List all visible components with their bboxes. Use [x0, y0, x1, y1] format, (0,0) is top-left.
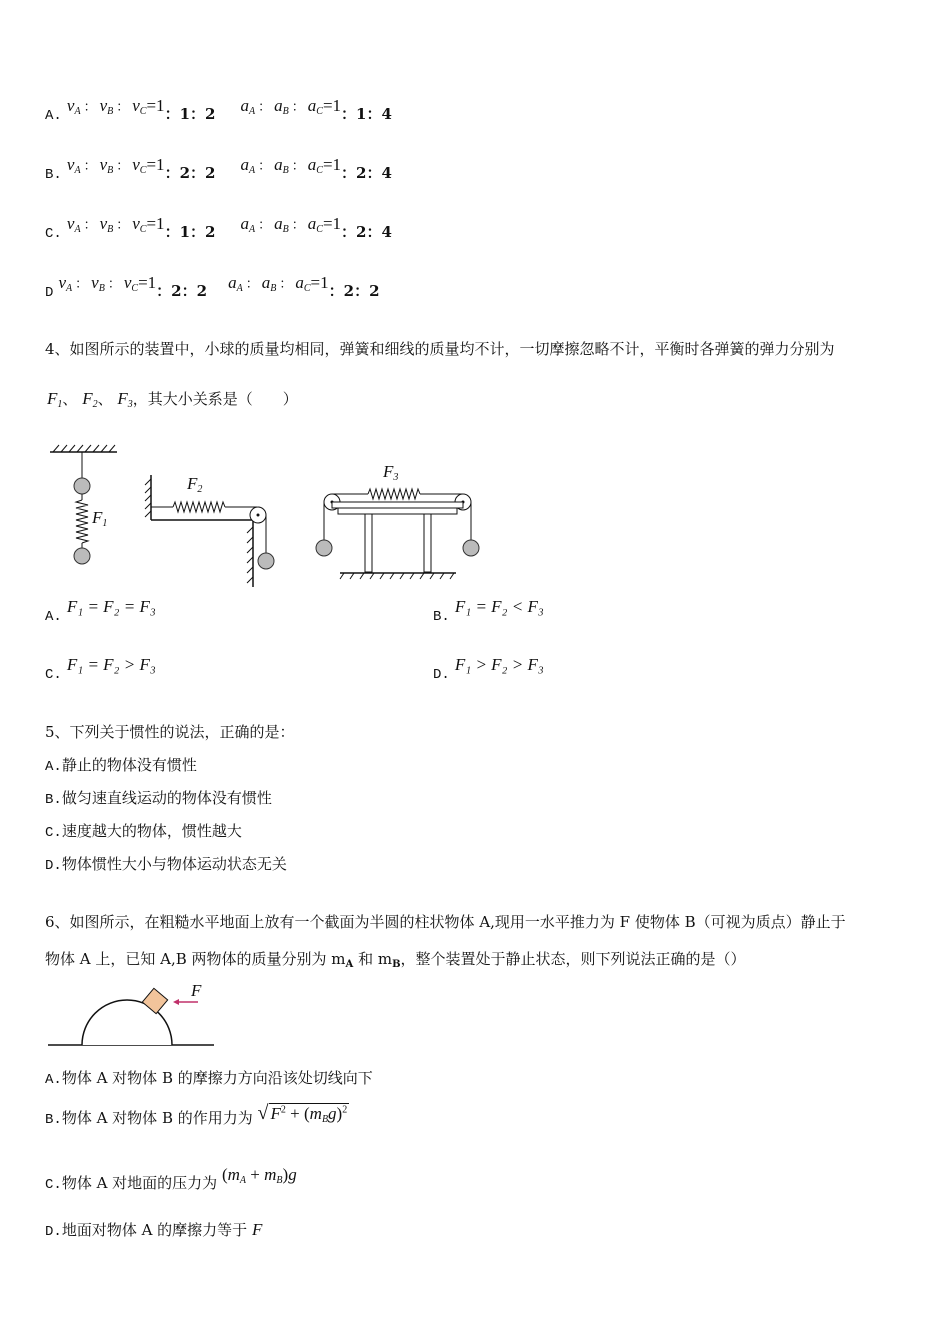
option-label: A.: [45, 108, 62, 124]
option-expr: F₁ > F₂ > F₃: [454, 655, 544, 674]
q4-stem: 4、如图所示的装置中，小球的质量均相同，弹簧和细线的质量均不计，一切摩擦忽略不计，平衡时各弹簧的弹力分别为: [45, 340, 835, 358]
velocity-ratio-tail: ：1：2: [164, 105, 216, 123]
option-expr: F₁ = F₂ < F₃: [454, 597, 544, 616]
option-label: B.: [45, 167, 62, 183]
fig-label-f2: $F_2$: [187, 474, 203, 495]
ball-hanging: [258, 553, 274, 569]
spring-f2: [173, 502, 225, 512]
velocity-ratio-tail: ：1：2: [164, 223, 216, 241]
q6-option-c: C.物体 A 对地面的压力为 $(m_A + m_B)g$: [45, 1165, 297, 1193]
q5-option-d: D.物体惯性大小与物体运动状态无关: [45, 855, 287, 874]
q3-option-d: [45, 273, 380, 302]
q6-option-a: A.物体 A 对物体 B 的摩擦力方向沿该处切线向下: [45, 1069, 373, 1088]
q3-option-c: [45, 214, 392, 243]
ball-lower: [74, 548, 90, 564]
force-f2: $F_2$: [82, 389, 98, 410]
ball-upper: [74, 478, 90, 494]
accel-ratio-tail: ：2：4: [341, 164, 392, 182]
fig-label-force: F: [191, 981, 202, 1000]
q6-stem-line2: 物体 A 上，已知 A,B 两物体的质量分别为 $m_A$ 和 $m_B$，整个装置处于静止状态，则下列说法正确的是（）: [45, 950, 746, 970]
q4-figure-horizontal-spring: [145, 475, 285, 590]
q4-option-d: D. F₁ > F₂ > F₃: [433, 655, 544, 683]
q4-option-a: A. F₁ = F₂ = F₃: [45, 597, 156, 625]
option-expr: F₁ = F₂ = F₃: [66, 597, 156, 616]
symbol-f: F: [251, 1220, 263, 1239]
accel-ratio-tail: ：1：4: [341, 105, 392, 123]
q6-option-b: B.物体 A 对物体 B 的作用力为 √ $F^2 + (m_Bg)^2$: [45, 1102, 348, 1128]
ball-left: [316, 540, 332, 556]
accel-ratio-tail: ：2：4: [341, 223, 392, 241]
velocity-ratio-tail: ：2：2: [156, 282, 208, 300]
force-f3: $F_3$: [117, 389, 133, 410]
q6-stem-line1: 6、如图所示，在粗糙水平地面上放有一个截面为半圆的柱状物体 A,现用一水平推力为 F 使物体 B（可视为质点）静止于: [45, 913, 846, 931]
velocity-ratio-tail: ：2：2: [164, 164, 216, 182]
q6-option-d: D.地面对物体 A 的摩擦力等于 F: [45, 1220, 263, 1240]
q5-stem: 5、下列关于惯性的说法，正确的是：: [45, 723, 295, 741]
q5-option-a: A.静止的物体没有惯性: [45, 756, 197, 775]
q4-figure-hanging-spring: [45, 440, 125, 570]
accel-ratio-expr: $a_A$ ： $a_B$ ： $a_C=1$: [228, 273, 329, 294]
accel-ratio-tail: ：2：2: [328, 282, 380, 300]
velocity-ratio-expr: $v_A$ ： $v_B$ ： $v_C=1$: [66, 155, 165, 176]
q4-figure-table-pulleys: [310, 485, 485, 580]
mass-sum-expression: $(m_A + m_B)g$: [221, 1165, 297, 1186]
ball-right: [463, 540, 479, 556]
q3-option-a: [45, 96, 392, 125]
accel-ratio-expr: $a_A$ ： $a_B$ ： $a_C=1$: [240, 155, 342, 176]
velocity-ratio-expr: $v_A$ ： $v_B$ ： $v_C=1$: [58, 273, 157, 294]
option-label: C.: [45, 226, 62, 242]
q4-option-c: C. F₁ = F₂ > F₃: [45, 655, 156, 683]
fig-label-f1: $F_1$: [92, 508, 108, 529]
option-label: D: [45, 285, 54, 301]
force-f1: $F_1$: [47, 389, 63, 410]
q4-stem-line2: $F_1$、 $F_2$、 $F_3$，其大小关系是（ ）: [47, 389, 298, 410]
option-expr: F₁ = F₂ > F₃: [66, 655, 156, 674]
fig-label-f3: $F_3$: [383, 462, 399, 483]
accel-ratio-expr: $a_A$ ： $a_B$ ： $a_C=1$: [240, 214, 342, 235]
accel-ratio-expr: $a_A$ ： $a_B$ ： $a_C=1$: [240, 96, 342, 117]
q3-option-b: [45, 155, 392, 184]
spring-f1: [76, 500, 88, 543]
q5-option-c: C.速度越大的物体，惯性越大: [45, 822, 242, 841]
velocity-ratio-expr: $v_A$ ： $v_B$ ： $v_C=1$: [66, 214, 165, 235]
spring-f3: [368, 489, 420, 499]
velocity-ratio-expr: $v_A$ ： $v_B$ ： $v_C=1$: [66, 96, 165, 117]
q5-option-b: B.做匀速直线运动的物体没有惯性: [45, 789, 272, 808]
table-top: [332, 502, 463, 508]
sqrt-expression: √ $F^2 + (m_Bg)^2$: [257, 1102, 348, 1125]
q4-option-b: B. F₁ = F₂ < F₃: [433, 597, 544, 625]
